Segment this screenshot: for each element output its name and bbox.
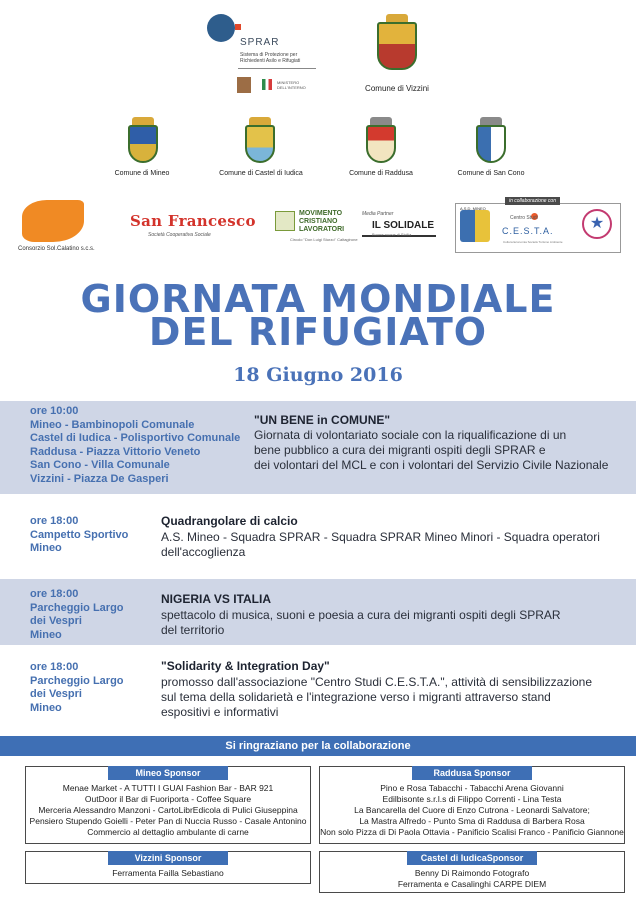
event-1-place-1: Mineo - Bambinopoli Comunale	[30, 418, 195, 431]
media-partner-label: Media Partner	[362, 211, 394, 217]
event-4-title: "Solidarity & Integration Day"	[161, 659, 330, 673]
vizzini-crest	[372, 14, 422, 70]
sprar-description: Sistema di Protezione per Richiedenti Asilo e Rifugiati	[240, 52, 301, 64]
event-2-title: Quadrangolare di calcio	[161, 514, 298, 528]
mineo-label: Comune di Mineo	[114, 170, 170, 177]
castel-sponsor-title: Castel di IudicaSponsor	[407, 851, 537, 865]
cesta-top-label: Centro Studi	[510, 215, 538, 221]
event-1-time: ore 10:00	[30, 405, 79, 417]
event-2-time: ore 18:00	[30, 515, 79, 527]
event-3-place-1: Parcheggio Largo	[30, 601, 124, 614]
ministry-label: MINISTERO DELL'INTERNO	[277, 80, 306, 90]
event-2-desc-line: A.S. Mineo - Squadra SPRAR - Squadra SPRAR Mineo Minori - Squadra operatori	[161, 530, 600, 544]
event-1-desc-line: Giornata di volontariato sociale con la riqualificazione di un	[254, 428, 567, 442]
mineo-sponsor-list	[26, 780, 310, 838]
ministry-emblem-icon	[237, 77, 251, 93]
list-item: Pino e Rosa Tabacchi - Tabacchi Arena Giovanni	[380, 783, 564, 793]
event-4-when	[30, 661, 124, 715]
crown-icon	[386, 14, 408, 22]
event-1-place-4: San Cono - Villa Comunale	[30, 459, 170, 471]
raddusa-sponsor-list	[320, 780, 624, 838]
star-badge-icon: ★	[582, 209, 612, 239]
italy-flag-icon	[262, 79, 272, 90]
cesta-logo: C.E.S.T.A.	[502, 226, 554, 236]
event-4-description	[161, 675, 631, 720]
event-2-place-2: Mineo	[30, 542, 62, 554]
raddusa-label: Comune di Raddusa	[349, 170, 413, 177]
list-item: OutDoor il Bar di Fuoriporta - Coffee Square	[84, 794, 252, 804]
asd-mineo-label: A.S.D. MINEO	[460, 206, 486, 211]
raddusa-sponsor-title: Raddusa Sponsor	[412, 766, 532, 780]
list-item: Menae Market - A TUTTI I GUAI Fashion Bar - BAR 921	[62, 783, 274, 793]
list-item: Non solo Pizza di Di Paola Ottavia - Panificio Scalisi Franco - Panificio Giannone	[320, 827, 624, 837]
vizzini-sponsor-title: Vizzini Sponsor	[108, 851, 228, 865]
event-2-desc-line: dell'accoglienza	[161, 545, 246, 559]
vizzini-crest-icon	[377, 22, 417, 70]
title-line-1: GIORNATA MONDIALE	[80, 277, 556, 321]
vizzini-sponsor-list	[26, 865, 310, 879]
list-item: La Mastra Alfredo - Punto Sma di Raddusa di Barbera Rosa	[359, 816, 585, 826]
event-3-desc-line: spettacolo di musica, suoni e poesia a cura dei migranti ospiti degli SPRAR	[161, 608, 561, 622]
event-1-title: "UN BENE in COMUNE"	[254, 413, 391, 427]
event-4-place-2: dei Vespri	[30, 688, 82, 700]
list-item: Benny Di Raimondo Fotografo	[414, 868, 530, 878]
il-solidale-logo: IL SOLIDALE	[372, 220, 435, 231]
list-item: Commercio al dettaglio ambulante di carne	[87, 827, 249, 837]
raddusa-crest-icon	[365, 117, 397, 163]
event-3-when	[30, 588, 124, 642]
vizzini-label: Comune di Vizzini	[365, 84, 429, 93]
sprar-name: SPRAR	[240, 37, 280, 48]
sprar-logo-icon	[207, 14, 235, 42]
event-4-desc-line: espositivi e informativi	[161, 705, 279, 719]
event-3-desc-line: del territorio	[161, 623, 225, 637]
san-cono-crest-icon	[475, 117, 507, 163]
event-3-place-3: Mineo	[30, 628, 62, 641]
list-item: Edilbisonte s.r.l.s di Filippo Correnti - Lina Testa	[382, 794, 562, 804]
event-1-desc-line: bene pubblico a cura dei migranti ospiti degli SPRAR e	[254, 443, 546, 457]
list-item: Pensiero Stupendo Goielli - Peter Pan di Nuccia Russo - Casale Antonino	[29, 816, 307, 826]
event-4-place-3: Mineo	[30, 701, 62, 714]
event-1-place-3: Raddusa - Piazza Vittorio Veneto	[30, 445, 201, 458]
event-1-when	[30, 405, 240, 486]
event-2-description	[161, 530, 631, 560]
consorzio-label: Consorzio Sol.Calatino s.c.s.	[18, 246, 95, 252]
event-4-place-1: Parcheggio Largo	[30, 674, 124, 687]
thanks-banner: Si ringraziano per la collaborazione	[0, 736, 636, 756]
event-3-place-2: dei Vespri	[30, 615, 82, 627]
castel-sponsor-box	[319, 851, 625, 893]
event-4-time: ore 18:00	[30, 661, 79, 673]
collaboration-heading: in collaborazione con	[505, 197, 560, 205]
vizzini-sponsor-box	[25, 851, 311, 884]
mineo-sponsor-box	[25, 766, 311, 844]
sprar-divider	[238, 68, 316, 69]
event-2-place-1: Campetto Sportivo	[30, 528, 129, 541]
page-title	[0, 277, 636, 354]
event-1-description	[254, 428, 634, 473]
event-3-title: NIGERIA VS ITALIA	[161, 592, 272, 606]
list-item: La Bancarella del Cuore di Enzo Cutrona - Leonardi Salvatore;	[354, 805, 590, 815]
castel-di-iudica-crest-icon	[244, 117, 276, 163]
event-4-desc-line: sul tema della solidarietà e l'integrazione verso i migranti attraverso stand	[161, 690, 551, 704]
il-solidale-subtitle: Buone nuove di Sicilia	[372, 232, 412, 237]
san-francesco-logo: San Francesco	[130, 212, 256, 230]
event-4-desc-line: promosso dall'associazione "Centro Studi C.E.S.T.A.", attività di sensibilizzazione	[161, 675, 593, 689]
asd-mineo-crest-icon	[460, 210, 490, 242]
event-1-place-2: Castel di Iudica - Polisportivo Comunale	[30, 432, 241, 444]
event-3-time: ore 18:00	[30, 588, 79, 600]
list-item: Merceria Alessandro Manzoni - CartoLibrEdicola di Pulici Giuseppina	[38, 805, 298, 815]
san-francesco-subtitle: Società Cooperativa Sociale	[148, 232, 211, 238]
castel-di-iudica-label: Comune di Castel di Iudica	[219, 170, 303, 177]
mcl-label: MOVIMENTO CRISTIANO LAVORATORI	[299, 210, 345, 233]
list-item: Ferramenta e Casalinghi CARPE DIEM	[397, 879, 547, 889]
mineo-sponsor-title: Mineo Sponsor	[108, 766, 228, 780]
event-date: 18 Giugno 2016	[233, 364, 403, 386]
san-cono-label: Comune di San Cono	[457, 170, 525, 177]
event-3-description	[161, 608, 631, 638]
mineo-crest-icon	[127, 117, 159, 163]
list-item: Ferramenta Failla Sebastiano	[112, 868, 224, 878]
mcl-logo-icon	[275, 211, 295, 231]
cesta-subtitle: Cultura Economia Società Turismo Ambiente	[503, 240, 563, 244]
consorzio-logo-icon	[22, 200, 84, 242]
mcl-subtitle: Circolo "Don Luigi Sturzo" Caltagirone	[290, 237, 358, 242]
title-line-2: DEL RIFUGIATO	[148, 310, 488, 354]
event-1-place-5: Vizzini - Piazza De Gasperi	[30, 472, 169, 485]
castel-sponsor-list	[320, 865, 624, 890]
event-1-desc-line: dei volontari del MCL e con i volontari del Servizio Civile Nazionale	[254, 458, 609, 472]
event-2-when	[30, 515, 128, 556]
raddusa-sponsor-box	[319, 766, 625, 844]
